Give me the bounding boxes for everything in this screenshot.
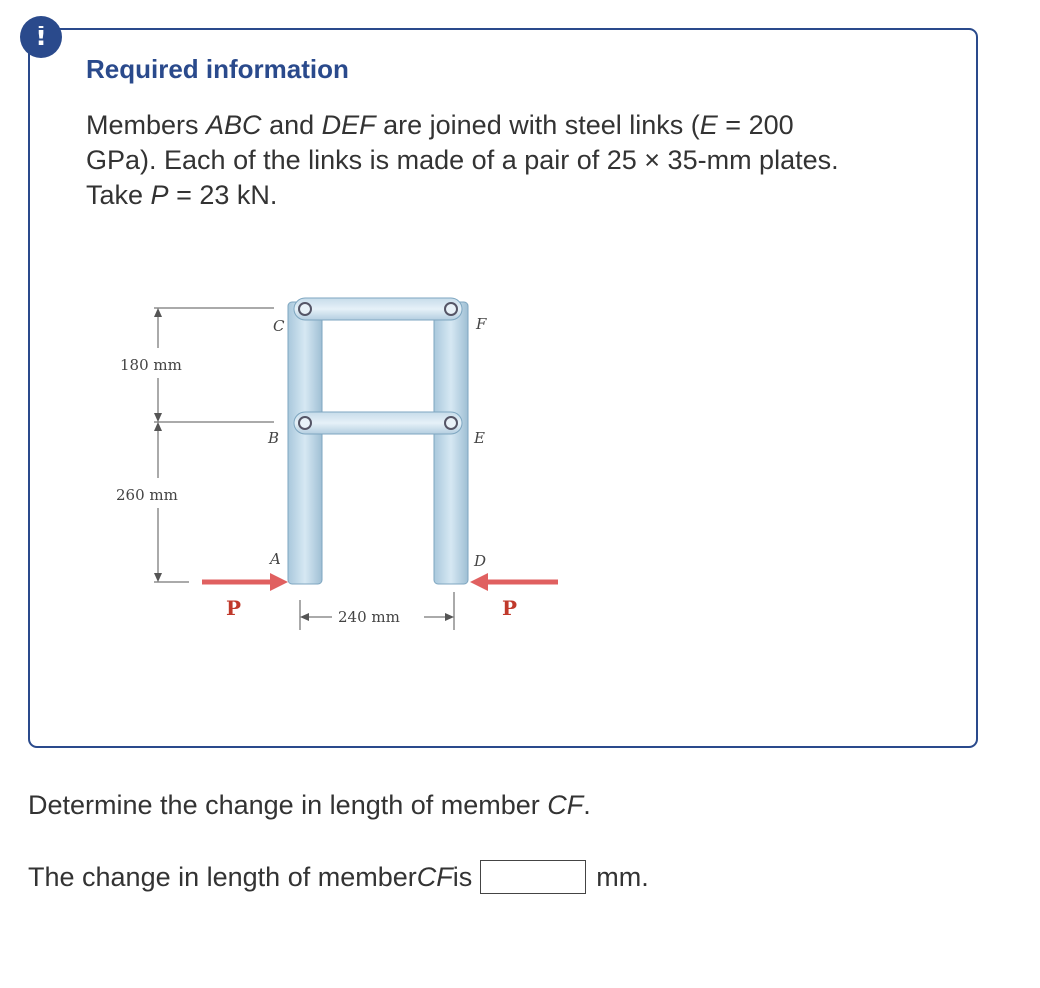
load-arrow-right-head (470, 573, 488, 591)
answer-input[interactable] (480, 860, 586, 894)
label-point-b: B (268, 429, 280, 447)
pin-b (299, 417, 311, 429)
label-point-a: A (270, 550, 281, 568)
label-point-c: C (273, 317, 285, 335)
dim-label-horizontal: 240 mm (338, 608, 400, 626)
member-abc-bar (288, 302, 322, 584)
arrow-left (300, 613, 309, 621)
symbol-p: P (150, 180, 169, 210)
label-point-d: D (474, 552, 487, 570)
info-text (86, 108, 866, 213)
arrow-right (445, 613, 454, 621)
answer-unit: mm. (596, 861, 649, 892)
link-cf (294, 298, 462, 320)
answer-row (28, 860, 649, 894)
answer-prompt-is: is (452, 861, 473, 892)
info-text-part: Members (86, 110, 207, 140)
answer-prompt: The change in length of member (28, 861, 417, 892)
pin-f (445, 303, 457, 315)
member-def-bar (434, 302, 468, 584)
member-cf: CF (547, 790, 584, 820)
pins (299, 303, 457, 429)
info-text-part: = 200 GPa). Each of the links is made of a pair of 25 × 35-mm plates. Take (86, 110, 839, 210)
question-part: Determine the change in length of member (28, 790, 548, 820)
load-arrows (202, 573, 558, 591)
info-text-part: = 23 kN. (168, 180, 278, 210)
alert-glyph: ! (35, 22, 47, 52)
pin-c (299, 303, 311, 315)
arrow-down (154, 413, 162, 422)
label-point-e: E (474, 429, 485, 447)
dim-label-lower: 260 mm (116, 486, 178, 504)
info-text-part: and (261, 110, 322, 140)
link-be (294, 412, 462, 434)
question-text (28, 790, 591, 821)
info-text-part: are joined with steel links ( (375, 110, 700, 140)
dim-label-upper: 180 mm (120, 356, 182, 374)
label-point-f: F (476, 315, 487, 333)
member-def: DEF (321, 110, 376, 140)
question-part: . (583, 790, 591, 820)
info-title: Required information (86, 54, 349, 84)
arrow-up (154, 308, 162, 317)
label-load-left: P (226, 596, 242, 620)
arrow-up (154, 422, 162, 431)
pin-e (445, 417, 457, 429)
structure-diagram (84, 260, 604, 650)
symbol-e: E (699, 110, 718, 140)
member-abc: ABC (206, 110, 262, 140)
label-load-right: P (502, 596, 518, 620)
arrow-down (154, 573, 162, 582)
member-cf: CF (416, 861, 453, 892)
load-arrow-left-head (270, 573, 288, 591)
